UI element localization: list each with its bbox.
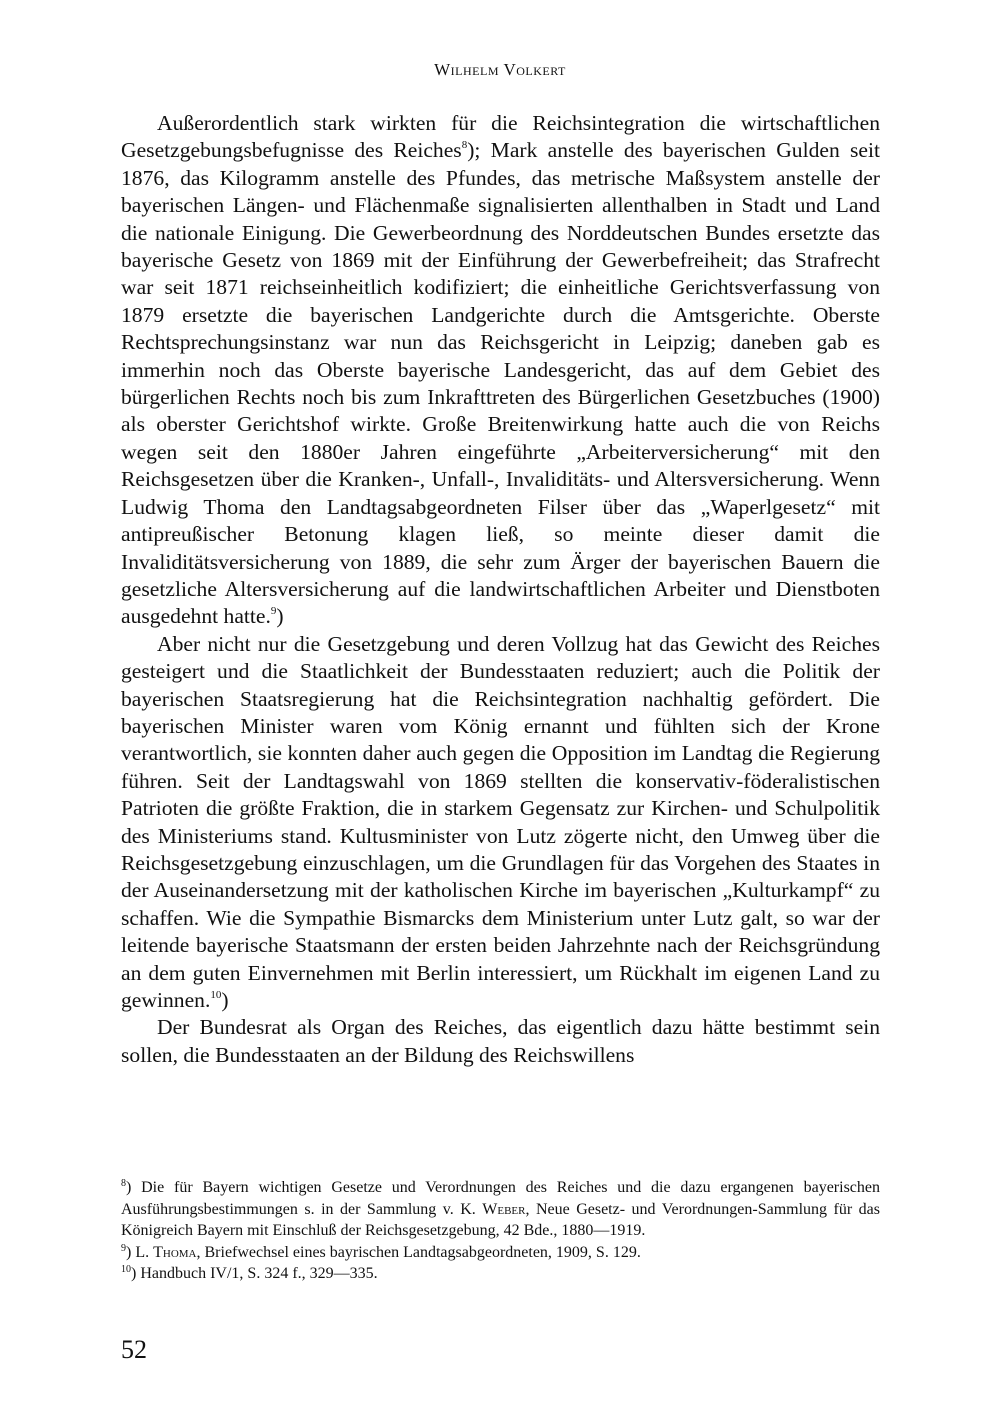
footnote-ref[interactable]: 8 xyxy=(461,139,468,152)
paragraph xyxy=(121,631,880,1015)
paragraph xyxy=(121,1014,880,1069)
paragraph-text: Aber nicht nur die Gesetzgebung und deren Vollzug hat das Gewicht des Reiches gesteigert und die Staatlichkeit der Bundesstaaten reduziert; auch die Politik der bayerischen Staatsregierung hat die Reichsintegration nachhaltig gefördert. Die bayerischen Minister waren vom König ernannt und fühlten sich der Krone verantwortlich, sie konnten daher auch gegen die Opposition im Landtag die Regierung führen. Seit der Landtagswahl von 1869 stellten die konservativ-föderalistischen Patrioten die größte Fraktion, die in starkem Gegensatz zur Kirchen- und Schulpolitik des Ministeriums stand. Kultusminister von Lutz zögerte nicht, den Umweg über die Reichsgesetzgebung einzuschlagen, um die Grundlagen für das Vorgehen des Staates in der Auseinandersetzung mit der katholischen Kirche im bayerischen „Kulturkampf“ zu schaffen. Wie die Sympathie Bismarcks dem Ministerium unter Lutz galt, so war der leitende bayerische Staatsmann der ersten beiden Jahrzehnte nach der Reichsgründung an dem guten Einvernehmen mit Berlin interessiert, um Rückhalt im eigenen Land zu gewinnen. xyxy=(121,631,880,1012)
footnote-ref[interactable]: 10 xyxy=(210,989,222,1001)
paragraph-text: ); Mark anstelle des bayerischen Gulden seit 1876, das Kilogramm anstelle des Pfundes, das metrische Maßsystem anstelle der bayerischen Längen- und Flächenmaße signalisierten allenthalben in Stadt und Land die nationale Einigung. Die Gewerbeordnung des Norddeutschen Bundes ersetzte das bayerische Gesetz von 1869 mit der Einführung der Gewerbefreiheit; das Strafrecht war seit 1871 reichseinheitlich kodifiziert; die einheitliche Gerichtsverfassung von 1879 ersetzte die bayerischen Landgerichte durch die Amtsgerichte. Oberste Rechtsprechungsinstanz war nun das Reichsgericht in Leipzig; daneben gab es immerhin noch das Oberste bayerische Landesgericht, das auf dem Gebiet des bürgerlichen Rechts noch bis zum Inkrafttreten des Bürgerlichen Gesetzbuches (1900) als oberster Gerichtshof wirkte. Große Breitenwirkung hatte auch die von Reichs wegen seit den 1880er Jahren eingeführte „Arbeiterversicherung“ mit den Reichsgesetzen über die Kranken-, Unfall-, Invaliditäts- und Altersversicherung. Wenn Ludwig Thoma den Landtagsabgeordneten Filser über das „Waperlgesetz“ mit antipreußischer Betonung klagen ließ, so meinte dieser damit die Invaliditätsversicherung von 1889, die sehr zum Ärger der bayerischen Bauern die gesetzliche Altersversicherung auf die landwirtschaftlichen Arbeiter und Dienstboten ausgedehnt hatte. xyxy=(121,138,881,629)
footnote xyxy=(121,1177,880,1242)
paragraph-text: ) xyxy=(221,988,229,1012)
footnote-mark: 8 xyxy=(121,1178,126,1189)
paragraph-text: Der Bundesrat als Organ des Reiches, das eigentlich dazu hätte bestimmt sein sollen, die Bundesstaaten an der Bildung des Reichswillens xyxy=(121,1015,880,1067)
footnote-mark: 10 xyxy=(121,1264,131,1275)
footnote-text: , Neue Gesetz- und Verordnungen-Sammlung für das Königreich Bayern mit Einschluß der Reichsgesetzgebung, 42 Bde., 1880—1919. xyxy=(121,1200,881,1239)
footnote-text: , Briefwechsel eines bayrischen Landtagsabgeordneten, 1909, S. 129. xyxy=(196,1243,641,1261)
paragraph-text: Außerordentlich stark wirkten für die Reichsintegration die wirtschaftlichen Gesetzgebungsbefugnisse des Reiches xyxy=(121,111,880,163)
footnote-text: ) L. xyxy=(126,1243,154,1261)
footnote-text: ) Handbuch IV/1, S. 324 f., 329—335. xyxy=(131,1265,378,1282)
footnote-text: ) Die für Bayern wichtigen Gesetze und Verordnungen des Reiches und die dazu ergangenen bayerischen Ausführungsbestimmungen s. in der Sammlung v. K. xyxy=(121,1179,880,1218)
main-text xyxy=(121,110,880,1069)
paragraph-text: ) xyxy=(276,604,284,629)
paragraph xyxy=(121,110,880,631)
footnote-ref[interactable]: 9 xyxy=(270,605,277,618)
page-number: 52 xyxy=(121,1335,147,1364)
running-head: Wilhelm Volkert xyxy=(434,60,566,79)
author-name: Weber xyxy=(482,1200,526,1218)
footnotes xyxy=(121,1177,880,1285)
footnote-mark: 9 xyxy=(121,1242,126,1254)
author-name: Thoma xyxy=(153,1243,197,1261)
footnote xyxy=(121,1242,880,1264)
footnote xyxy=(121,1263,880,1285)
